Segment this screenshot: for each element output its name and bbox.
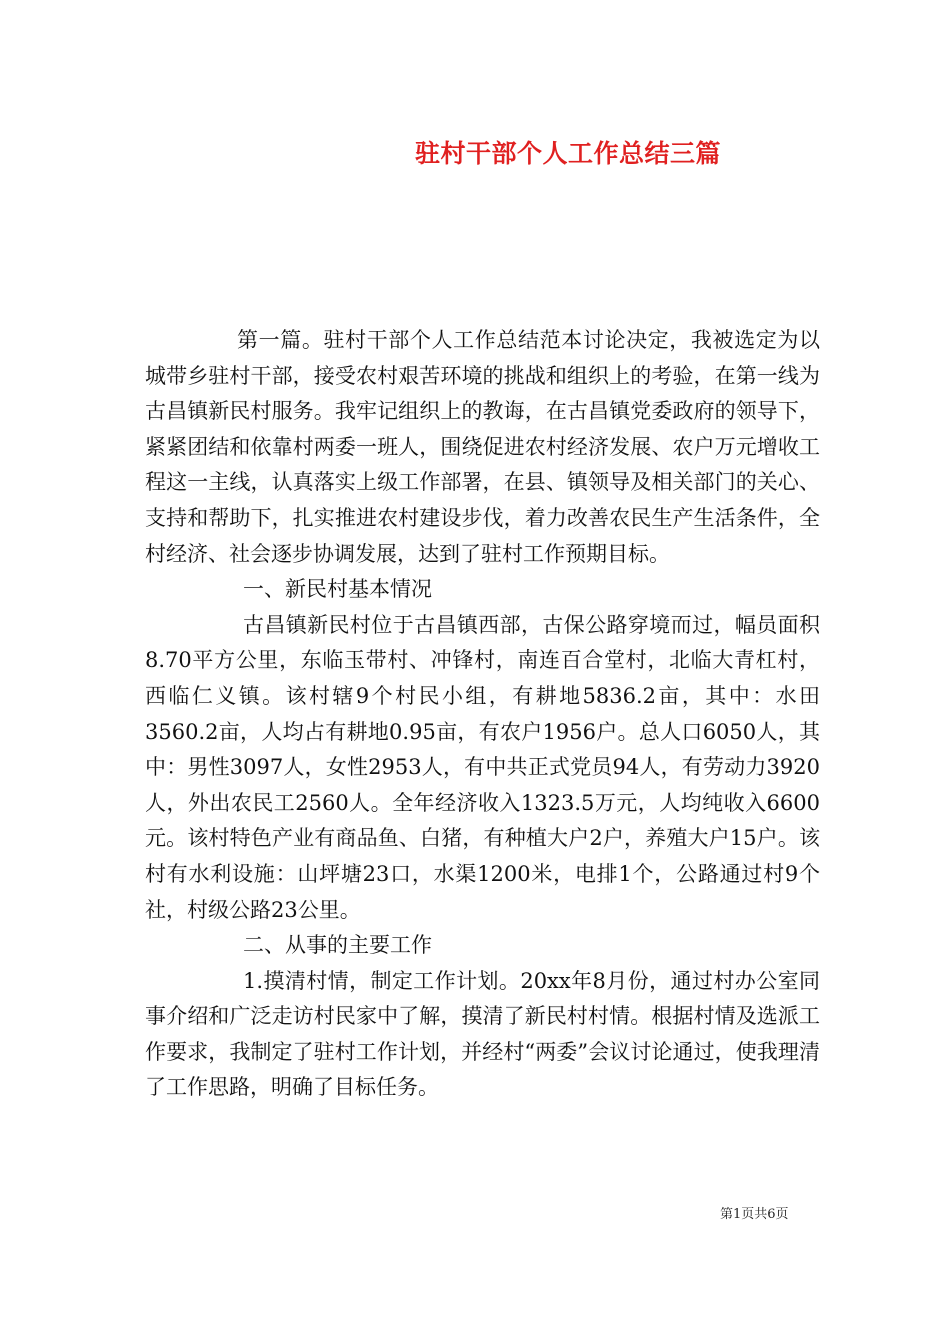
paragraph-work-item-1: 1.摸清村情，制定工作计划。20xx年8月份，通过村办公室同事介绍和广泛走访村民家中了解，摸清了新民村村情。根据村情及选派工作要求，我制定了驻村工作计划，并经村“两委”会议讨论通过，使我理清了工作思路，明确了目标任务。 bbox=[145, 968, 820, 1100]
document-body bbox=[145, 323, 820, 1106]
document-title: 驻村干部个人工作总结三篇 bbox=[415, 139, 722, 168]
paragraph-intro: 第一篇。驻村干部个人工作总结范本讨论决定，我被选定为以城带乡驻村干部，接受农村艰苦环境的挑战和组织上的考验，在第一线为古昌镇新民村服务。我牢记组织上的教诲，在古昌镇党委政府的领导下，紧紧团结和依靠村两委一班人，围绕促进农村经济发展、农户万元增收工程这一主线，认真落实上级工作部署，在县、镇领导及相关部门的关心、支持和帮助下，扎实推进农村建设步伐，着力改善农民生产生活条件，全村经济、社会逐步协调发展，达到了驻村工作预期目标。 bbox=[145, 328, 820, 566]
section-heading-1: 一、新民村基本情况 bbox=[243, 577, 432, 602]
section-heading-2: 二、从事的主要工作 bbox=[243, 933, 432, 958]
paragraph-village-info: 古昌镇新民村位于古昌镇西部，古保公路穿境而过，幅员面积8.70平方公里，东临玉带村、冲锋村，南连百合堂村，北临大青杠村，西临仁义镇。该村辖9个村民小组，有耕地5836.2亩，其中：水田3560.2亩，人均占有耕地0.95亩，有农户1956户。总人口6050人，其中：男性3097人，女性2953人，有中共正式党员94人，有劳动力3920人，外出农民工2560人。全年经济收入1323.5万元，人均纯收入6600元。该村特色产业有商品鱼、白猪，有种植大户2户，养殖大户15户。该村有水利设施：山坪塘23口，水渠1200米，电排1个，公路通过村9个社，村级公路23公里。 bbox=[145, 612, 820, 922]
page-number: 第1页共6页 bbox=[720, 1207, 789, 1222]
